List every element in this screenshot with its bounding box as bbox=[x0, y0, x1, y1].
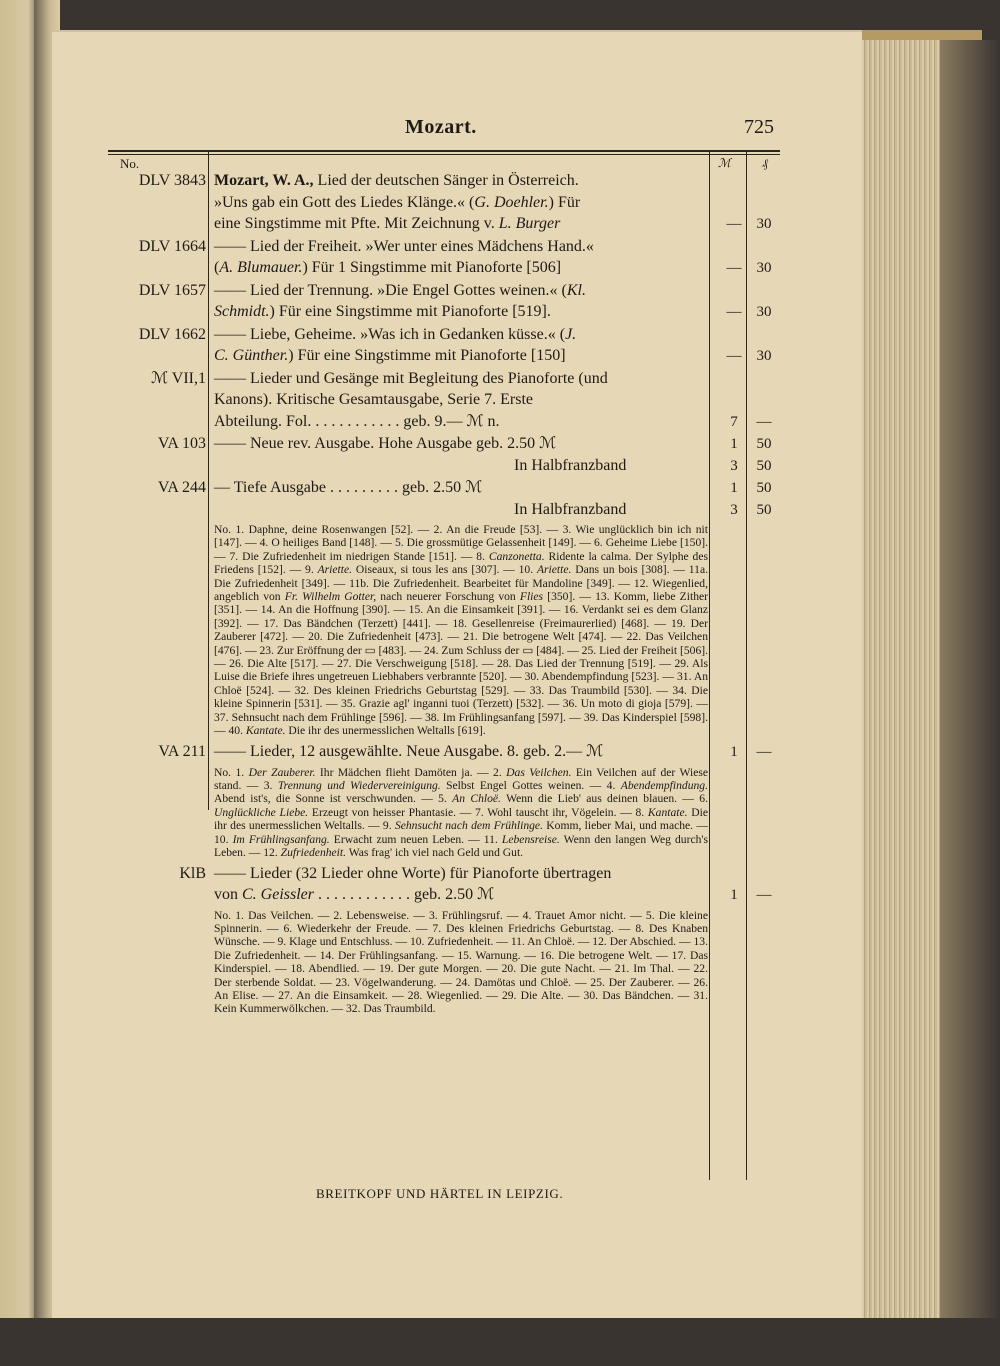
entry-line: von C. Geissler . . . . . . . . . . . . geb. 2.50 ℳ bbox=[214, 886, 495, 903]
entry-line: —— Neue rev. Ausgabe. Hohe Ausgabe geb. 2.50 ℳ bbox=[214, 435, 557, 452]
entry-line: »Uns gab ein Gott des Liedes Klänge.« (G. Doehler.) Für bbox=[214, 193, 581, 211]
contents-list: No. 1. Der Zauberer. Ihr Mädchen flieht Damöten ja. — 2. Das Veilchen. Ein Veilchen auf der Wiese stand. — 3. Trennung und Wiedervereinigung. Selbst Engel Gottes weinen. — 4. Abendempfindung. Abend ist's, die Sonne ist verschwunden. — 5. An Chloë. Wenn die Lieb' aus deinen blauen. — 6. Unglückliche Liebe. Erzeugt von heisser Phantasie. — 7. Wohl tauscht ihr, Vögelein. — 8. Kantate. Die ihr des unermesslichen Weltalls. — 9. Sehnsucht nach dem Frühlinge. Komm, lieber Mai, und mache. — 10. Im Frühlingsanfang. Erwacht zum neuen Leben. — 11. Lebensreise. Wenn den langen Weg durch's Leben. — 12. Zufriedenheit. Was frag' ich viel nach Geld und Gut. bbox=[214, 765, 709, 859]
signature-code: DLV 3843 bbox=[138, 172, 206, 189]
price-mark: 1 bbox=[730, 436, 738, 452]
signature-code: KlB bbox=[179, 864, 206, 882]
column-divider-mark bbox=[709, 150, 710, 1180]
page-edge-shadow bbox=[940, 40, 1000, 1330]
column-header-pfennig: ₰ bbox=[762, 156, 768, 170]
price-mark: 3 bbox=[730, 501, 738, 518]
signature-code: VA 103 bbox=[157, 435, 206, 452]
signature-code: DLV 1657 bbox=[138, 281, 206, 299]
entry-line: Abteilung. Fol. . . . . . . . . . . . geb. 9.— ℳ n. bbox=[214, 412, 500, 430]
entry-line: —— Lieder, 12 ausgewählte. Neue Ausgabe. 8. geb. 2.— ℳ bbox=[214, 743, 604, 760]
contents-list: No. 1. Daphne, deine Rosenwangen [52]. — 2. An die Freude [53]. — 3. Wie unglücklich bin ich nit [147]. — 4. O heiliges Band [148]. — 5. Die grossmütige Gelassenheit [149]. — 6. Geheime Liebe [150]. — 7. Die Zufriedenheit im niedrigen Stande [151]. — 8. Canzonetta. Ridente la calma. Der Sylphe des Friedens [152]. — 9. Ariette. Oiseaux, si tous les ans [307]. — 10. Ariette. Dans un bois [308]. — 11a. Die Zufriedenheit [349]. — 11b. Die Zufriedenheit. Bearbeitet für Mandoline [349]. — 12. Wiegenlied, angeblich von Fr. Wilhelm Gotter, nach neuerer Forschung von Flies [350]. — 13. Komm, liebe Zither [351]. — 14. An die Hoffnung [390]. — 15. An die Einsamkeit [391]. — 16. Verdankt sei es dem Glanz [392]. — 17. Das Bändchen (Terzett) [441]. — 18. Gesellenreise (Freimaurerlied) [468]. — 19. Der Zauberer [472]. — 20. Die Zufriedenheit [473]. — 21. Die betrogene Welt [474]. — 22. Das Veilchen [476]. — 23. Zur Eröffnung der ▭ [483]. — 24. Zum Schluss der ▭ [484]. — 25. Lied der Freiheit [506]. — 26. Die Alte [517]. — 27. Die Verschweigung [518]. — 28. Das Lied der Trennung [519]. — 29. Als Luise die Briefe ihres ungetreuen Liebhabers verbrannte [520]. — 30. Abendempfindung [523]. — 31. An Chloë [524]. — 32. Des kleinen Friedrichs Geburtstag [529]. — 33. Das Traumbild [530]. — 34. Die kleine Spinnerin [531]. — 35. Grazie agl' inganni tuoi (Terzett) [532]. — 36. Un moto di gioja [579]. — 37. Sehnsucht nach dem Frühlinge [596]. — 38. Im Frühlingsanfang [597]. — 39. Das Kinderspiel [598]. — 40. Kantate. Die ihr des unermesslichen Weltalls [619]. bbox=[214, 523, 709, 738]
entry-line: (A. Blumauer.) Für 1 Singstimme mit Pianoforte [506] bbox=[214, 259, 562, 276]
signature-code: VA 244 bbox=[157, 479, 206, 496]
column-divider-signature bbox=[208, 150, 209, 810]
entry-line: —— Lied der Trennung. »Die Engel Gottes weinen.« (Kl. bbox=[214, 281, 586, 299]
price-pfennig: 50 bbox=[756, 436, 772, 452]
entry-line: Mozart, W. A., Lied der deutschen Sänger in Österreich. bbox=[214, 172, 579, 189]
entry-line: — Tiefe Ausgabe . . . . . . . . . geb. 2.50 ℳ bbox=[214, 479, 483, 496]
entry-line: C. Günther.) Für eine Singstimme mit Pianoforte [150] bbox=[214, 347, 566, 364]
entry-line: —— Liebe, Geheime. »Was ich in Gedanken küsse.« (J. bbox=[214, 325, 577, 343]
entry-line: In Halbfranzband bbox=[514, 456, 627, 474]
entry-line: Kanons). Kritische Gesamtausgabe, Serie 7. Erste bbox=[214, 391, 534, 408]
price-pfennig: 50 bbox=[756, 501, 772, 518]
entry-line: Schmidt.) Für eine Singstimme mit Pianoforte [519]. bbox=[214, 303, 551, 320]
price-mark: 3 bbox=[730, 457, 738, 474]
price-mark: — bbox=[726, 348, 742, 364]
price-mark: — bbox=[726, 304, 742, 320]
entry-line: —— Lieder (32 Lieder ohne Worte) für Pianoforte übertragen bbox=[214, 864, 612, 882]
entry-line: eine Singstimme mit Pfte. Mit Zeichnung v. L. Burger bbox=[214, 215, 561, 232]
price-mark: — bbox=[726, 260, 742, 276]
price-pfennig: 30 bbox=[756, 216, 772, 232]
entry-line: In Halbfranzband bbox=[514, 500, 627, 518]
entry-line: —— Lieder und Gesänge mit Begleitung des Pianoforte (und bbox=[214, 369, 608, 387]
price-pfennig: — bbox=[756, 413, 772, 430]
price-mark: 1 bbox=[730, 744, 738, 760]
background-bottom bbox=[0, 1318, 1000, 1366]
running-head-title: Mozart. bbox=[405, 116, 477, 138]
publisher-footer: BREITKOPF UND HÄRTEL IN LEIPZIG. bbox=[316, 1186, 564, 1201]
price-pfennig: — bbox=[756, 744, 772, 760]
price-mark: — bbox=[726, 216, 742, 232]
price-pfennig: 30 bbox=[756, 304, 772, 320]
page-number: 725 bbox=[744, 116, 774, 138]
contents-list: No. 1. Das Veilchen. — 2. Lebensweise. — 3. Frühlingsruf. — 4. Trauet Amor nicht. — 5. Die kleine Spinnerin. — 6. Wiederkehr der Freude. — 7. Des kleinen Friedrichs Geburtstag. — 8. Des Knaben Wünsche. — 9. Klage und Entschluss. — 10. Zufriedenheit. — 11. An Chloë. — 12. Der Abschied. — 13. Die Zufriedenheit. — 14. Der Frühlingsanfang. — 15. Warnung. — 16. Die betrogene Welt. — 17. Das Kinderspiel. — 18. Abendlied. — 19. Der gute Morgen. — 20. Die gute Nacht. — 21. Im Thal. — 22. Der sterbende Soldat. — 23. Vögelwanderung. — 24. Damötas und Chloë. — 25. Der Zauberer. — 26. An Elise. — 27. An die Einsamkeit. — 28. Wiegenlied. — 29. Die Alte. — 30. Das Bändchen. — 31. Kein Kummerwölkchen. — 32. Das Traumbild. bbox=[214, 908, 708, 1016]
price-pfennig: — bbox=[756, 887, 772, 903]
price-mark: 1 bbox=[730, 887, 738, 903]
price-pfennig: 30 bbox=[756, 348, 772, 364]
price-mark: 7 bbox=[730, 413, 738, 430]
column-header-no: No. bbox=[120, 156, 140, 171]
price-pfennig: 50 bbox=[756, 457, 772, 474]
signature-code: DLV 1662 bbox=[138, 325, 206, 343]
signature-code: VA 211 bbox=[158, 743, 206, 760]
price-pfennig: 30 bbox=[756, 260, 772, 276]
column-header-mark: ℳ bbox=[718, 156, 731, 170]
price-mark: 1 bbox=[730, 480, 738, 496]
signature-code: DLV 1664 bbox=[138, 237, 206, 255]
entry-line: —— Lied der Freiheit. »Wer unter eines Mädchens Hand.« bbox=[214, 237, 594, 255]
signature-code: ℳ VII,1 bbox=[150, 369, 206, 387]
price-pfennig: 50 bbox=[756, 480, 772, 496]
